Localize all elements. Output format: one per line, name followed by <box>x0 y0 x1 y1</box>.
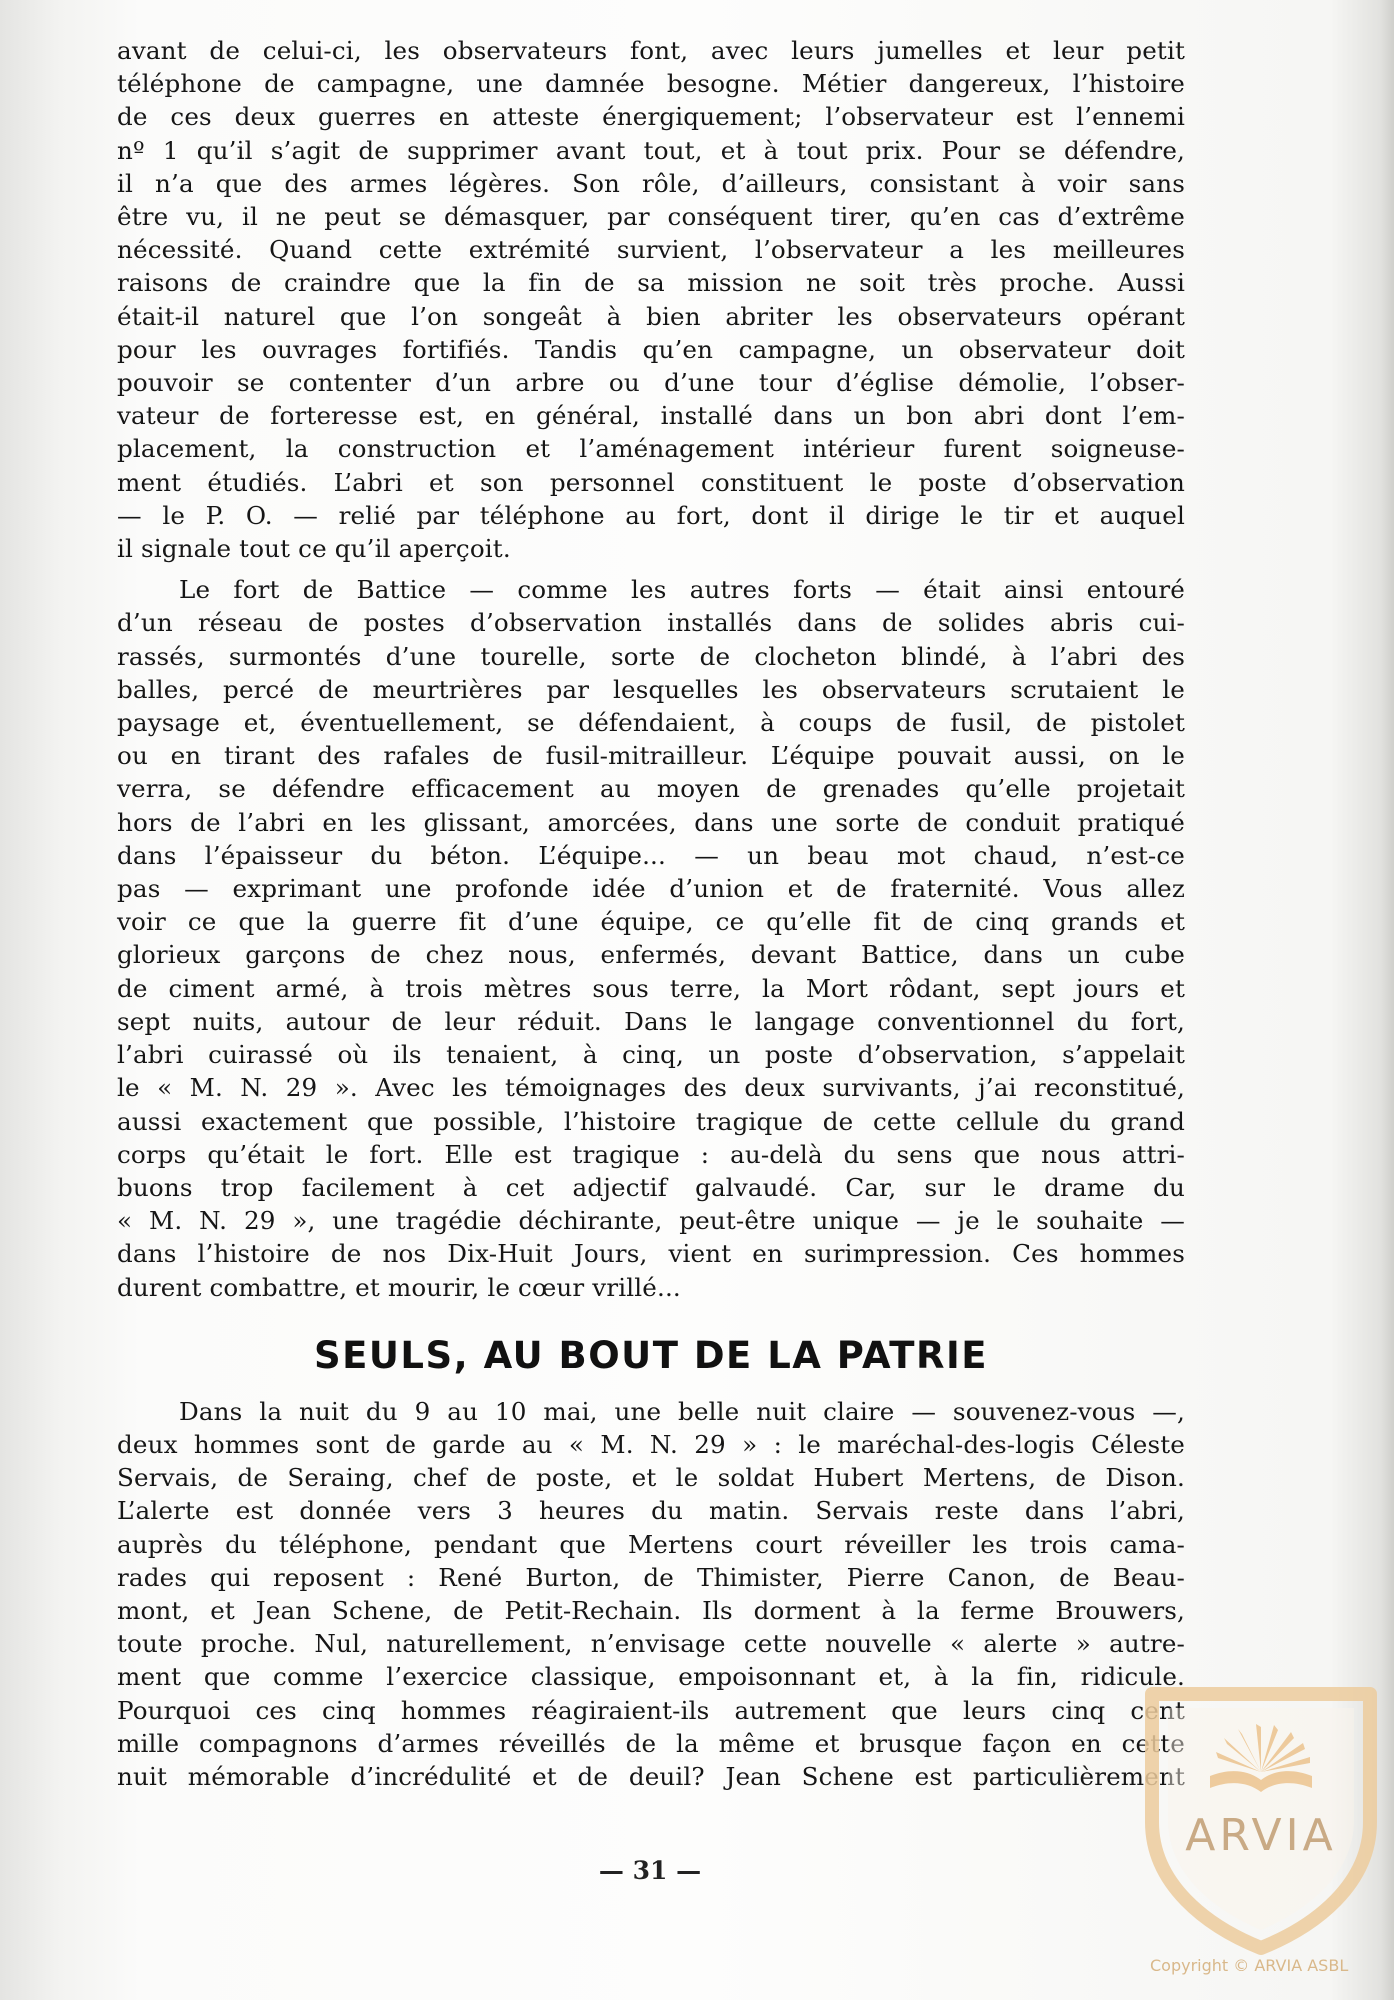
text-line: verra, se défendre efficacement au moyen de grenades qu’elle projetait <box>117 774 1185 804</box>
text-line: corps qu’était le fort. Elle est tragique : au-delà du sens que nous attri- <box>117 1139 1185 1169</box>
text-line: paysage et, éventuellement, se défendaient, à coups de fusil, de pistolet <box>117 708 1185 738</box>
text-line: deux hommes sont de garde au « M. N. 29 » : le maréchal-des-logis Céleste <box>117 1429 1185 1459</box>
text-line: il signale tout ce qu’il aperçoit. <box>117 534 511 564</box>
text-line: Dans la nuit du 9 au 10 mai, une belle nuit claire — souvenez-vous —, <box>179 1396 1185 1426</box>
text-line: Le fort de Battice — comme les autres forts — était ainsi entouré <box>179 575 1185 605</box>
text-line: rades qui reposent : René Burton, de Thimister, Pierre Canon, de Beau- <box>117 1562 1185 1592</box>
text-line: toute proche. Nul, naturellement, n’envisage cette nouvelle « alerte » autre- <box>117 1629 1185 1659</box>
text-line: « M. N. 29 », une tragédie déchirante, peut-être unique — je le souhaite — <box>117 1206 1185 1236</box>
text-line: de ciment armé, à trois mètres sous terre, la Mort rôdant, sept jours et <box>117 973 1185 1003</box>
text-line: aussi exactement que possible, l’histoire tragique de cette cellule du grand <box>117 1106 1185 1136</box>
text-line: pas — exprimant une profonde idée d’union et de fraternité. Vous allez <box>117 874 1185 904</box>
text-line: pour les ouvrages fortifiés. Tandis qu’en campagne, un observateur doit <box>117 334 1185 364</box>
text-line: avant de celui-ci, les observateurs font, avec leurs jumelles et leur petit <box>117 36 1185 65</box>
text-line: mille compagnons d’armes réveillés de la même et brusque façon en cette <box>117 1728 1185 1758</box>
text-line: — le P. O. — relié par téléphone au fort, dont il dirige le tir et auquel <box>117 500 1185 530</box>
logo-text: ARVIA <box>1185 1810 1337 1861</box>
text-line: l’abri cuirassé où ils tenaient, à cinq, un poste d’observation, s’appelait <box>117 1040 1185 1070</box>
text-line: raisons de craindre que la fin de sa mission ne soit très proche. Aussi <box>117 268 1185 298</box>
text-line: auprès du téléphone, pendant que Mertens court réveiller les trois cama- <box>117 1529 1185 1559</box>
text-line: placement, la construction et l’aménagement intérieur furent soigneuse- <box>117 434 1185 464</box>
text-line: il n’a que des armes légères. Son rôle, d’ailleurs, consistant à voir sans <box>117 168 1185 198</box>
text-line: était-il naturel que l’on songeât à bien abriter les observateurs opérant <box>117 301 1185 331</box>
text-line: ou en tirant des rafales de fusil-mitrailleur. L’équipe pouvait aussi, on le <box>117 741 1185 771</box>
text-line: hors de l’abri en les glissant, amorcées, dans une sorte de conduit pratiqué <box>117 807 1185 837</box>
text-line: buons trop facilement à cet adjectif galvaudé. Car, sur le drame du <box>117 1172 1185 1202</box>
paragraph-1 <box>117 34 1185 565</box>
paragraph-2 <box>117 573 1185 1303</box>
page-number: — 31 — <box>598 1856 702 1885</box>
text-line: dans l’histoire de nos Dix-Huit Jours, vient en surimpression. Ces hommes <box>117 1239 1185 1269</box>
page-body <box>117 34 1185 1793</box>
text-line: mont, et Jean Schene, de Petit-Rechain. Ils dorment à la ferme Brouwers, <box>117 1595 1185 1625</box>
text-line: être vu, il ne peut se démasquer, par conséquent tirer, qu’en cas d’extrême <box>117 202 1185 232</box>
text-line: dans l’épaisseur du béton. L’équipe... — un beau mot chaud, n’est-ce <box>117 840 1185 870</box>
text-line: de ces deux guerres en atteste énergiquement; l’observateur est l’ennemi <box>117 102 1185 132</box>
text-line: glorieux garçons de chez nous, enfermés, devant Battice, dans un cube <box>117 940 1185 970</box>
text-line: Servais, de Seraing, chef de poste, et le soldat Hubert Mertens, de Dison. <box>117 1463 1185 1493</box>
section-heading: SEULS, AU BOUT DE LA PATRIE <box>313 1333 989 1377</box>
text-line: nécessité. Quand cette extrémité survient, l’observateur a les meilleures <box>117 235 1185 265</box>
text-line: le « M. N. 29 ». Avec les témoignages des deux survivants, j’ai reconstitué, <box>117 1073 1185 1103</box>
paragraph-3 <box>117 1395 1185 1793</box>
text-line: ment étudiés. L’abri et son personnel constituent le poste d’observation <box>117 467 1185 497</box>
text-line: sept nuits, autour de leur réduit. Dans le langage conventionnel du fort, <box>117 1006 1185 1036</box>
text-line: d’un réseau de postes d’observation installés dans de solides abris cui- <box>117 608 1185 638</box>
arvia-logo-watermark <box>1138 1672 1384 1958</box>
text-line: nº 1 qu’il s’agit de supprimer avant tout, et à tout prix. Pour se défendre, <box>117 135 1185 165</box>
text-line: ment que comme l’exercice classique, empoisonnant et, à la fin, ridicule. <box>117 1662 1185 1692</box>
text-line: rassés, surmontés d’une tourelle, sorte de clocheton blindé, à l’abri des <box>117 641 1185 671</box>
text-line: Pourquoi ces cinq hommes réagiraient-ils autrement que leurs cinq cent <box>117 1695 1185 1725</box>
text-line: balles, percé de meurtrières par lesquelles les observateurs scrutaient le <box>117 674 1185 704</box>
text-line: L’alerte est donnée vers 3 heures du matin. Servais reste dans l’abri, <box>117 1496 1185 1526</box>
text-line: téléphone de campagne, une damnée besogne. Métier dangereux, l’histoire <box>117 69 1185 99</box>
copyright-notice: Copyright © ARVIA ASBL <box>1150 1956 1349 1975</box>
text-line: durent combattre, et mourir, le cœur vrillé... <box>117 1272 681 1302</box>
text-line: voir ce que la guerre fit d’une équipe, ce qu’elle fit de cinq grands et <box>117 907 1185 937</box>
text-line: nuit mémorable d’incrédulité et de deuil? Jean Schene est particulièrement <box>117 1761 1185 1791</box>
text-line: pouvoir se contenter d’un arbre ou d’une tour d’église démolie, l’obser- <box>117 368 1185 398</box>
text-line: vateur de forteresse est, en général, installé dans un bon abri dont l’em- <box>117 401 1185 431</box>
